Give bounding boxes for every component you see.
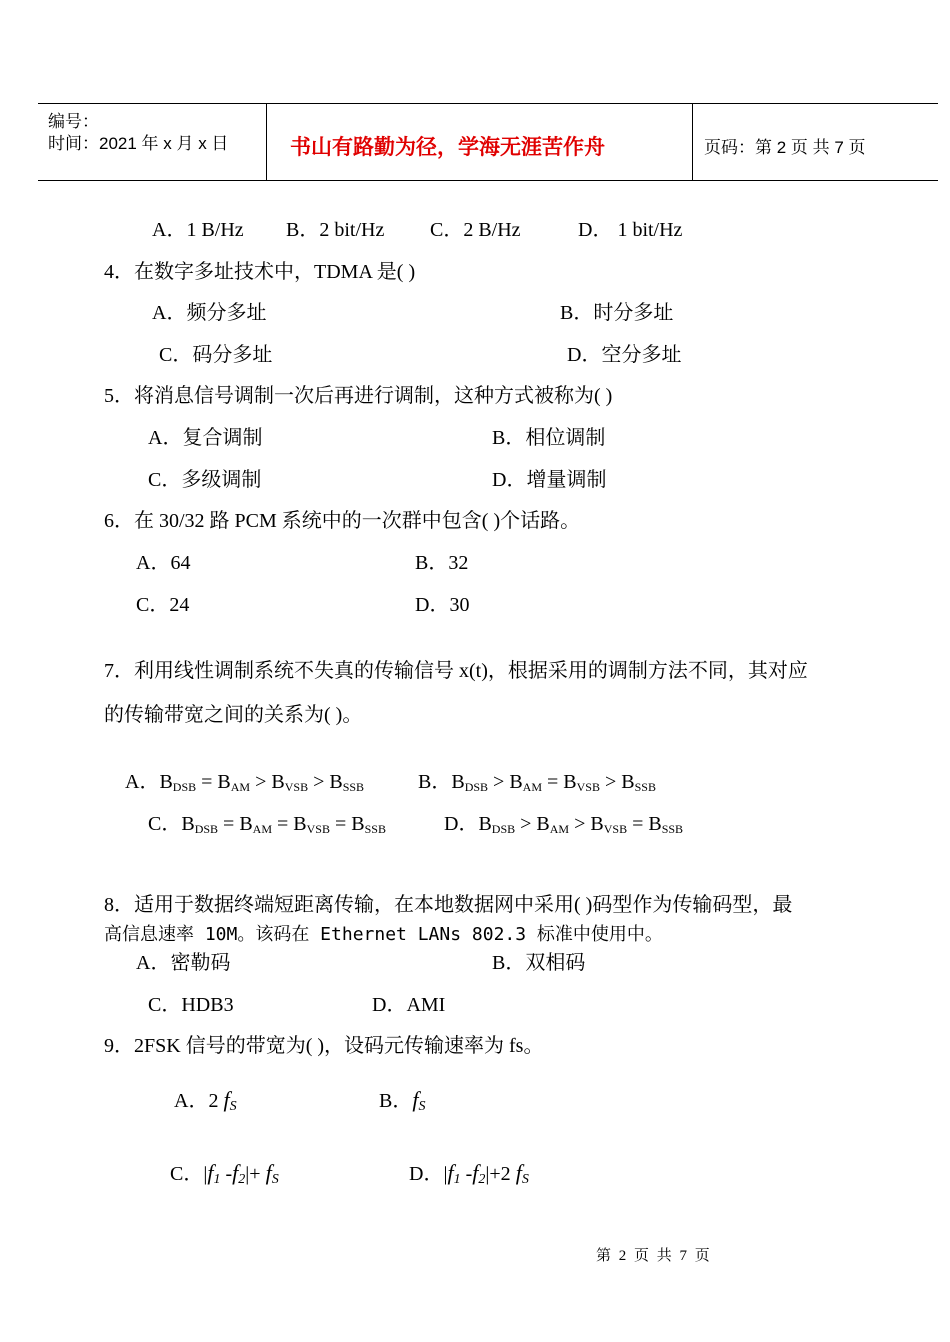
q9-option-c-letter: C．	[170, 1163, 204, 1185]
q7-option-b: B．$B_{DSB} > B_{AM} = B_{VSB} > B_{SSB}$	[418, 771, 656, 794]
q3-option-a: A．1 B/Hz	[152, 219, 244, 241]
q4-option-c: C．码分多址	[159, 344, 273, 366]
q5-option-b: B．相位调制	[492, 427, 606, 449]
q6-option-d: D．30	[415, 594, 470, 616]
q6-option-a: A．64	[136, 552, 191, 574]
q5-option-c: C．多级调制	[148, 469, 262, 491]
q6-option-c: C．24	[136, 594, 190, 616]
q9-option-b: B．$f_S$	[379, 1087, 426, 1114]
q7-option-c: C．$B_{DSB} = B_{AM} = B_{VSB} = B_{SSB}$	[148, 813, 386, 836]
header-top-rule	[38, 103, 938, 104]
page-footer: 第 2 页 共 7 页	[596, 1248, 710, 1264]
q9-option-a-letter: A．	[174, 1090, 209, 1112]
doc-date-label: 时间：2021 年 x 月 x 日	[48, 134, 229, 153]
header-divider-right	[692, 103, 693, 180]
q9-stem: 9．2FSK 信号的带宽为( )，设码元传输速率为 fs。	[104, 1035, 544, 1057]
q3-option-b: B．2 bit/Hz	[286, 219, 385, 241]
q4-stem: 4．在数字多址技术中，TDMA 是( )	[104, 261, 416, 283]
q8-stem-line1: 8．适用于数据终端短距离传输，在本地数据网中采用( )码型作为传输码型，最	[104, 894, 793, 916]
q7-stem-line1: 7．利用线性调制系统不失真的传输信号 x(t)，根据采用的调制方法不同，其对应	[104, 660, 808, 682]
q5-option-d: D．增量调制	[492, 469, 607, 491]
q7-option-d-letter: D．	[444, 813, 479, 835]
header-divider-left	[266, 103, 267, 180]
header-bottom-rule	[38, 180, 938, 181]
q8-option-b: B．双相码	[492, 952, 586, 974]
q6-stem: 6．在 30/32 路 PCM 系统中的一次群中包含( )个话路。	[104, 510, 581, 532]
header-motto: 书山有路勤为径，学海无涯苦作舟	[290, 135, 605, 159]
doc-number-label: 编号：	[48, 112, 99, 131]
q8-stem-line2: 高信息速率 10M。该码在 Ethernet LANs 802.3 标准中使用中。	[104, 924, 663, 945]
q8-option-d: D．AMI	[372, 994, 446, 1016]
header-page-code: 页码：第 2 页 共 7 页	[704, 138, 866, 157]
q9-option-d-letter: D．	[409, 1163, 444, 1185]
q9-option-d: D．$|f_1$ $-f_2|+2$ $f_S$	[409, 1160, 529, 1187]
q7-option-a: A．$B_{DSB} = B_{AM} > B_{VSB} > B_{SSB}$	[125, 771, 365, 794]
q8-option-a: A．密勒码	[136, 952, 231, 974]
q4-option-a: A．频分多址	[152, 302, 267, 324]
q3-option-c: C．2 B/Hz	[430, 219, 521, 241]
q5-option-a: A．复合调制	[148, 427, 263, 449]
q3-option-d: D． 1 bit/Hz	[578, 219, 683, 241]
q9-option-b-letter: B．	[379, 1090, 413, 1112]
q8-option-c: C．HDB3	[148, 994, 234, 1016]
q6-option-b: B．32	[415, 552, 469, 574]
q4-option-d: D．空分多址	[567, 344, 682, 366]
q7-stem-line2: 的传输带宽之间的关系为( )。	[104, 704, 363, 726]
q7-option-d: D．$B_{DSB} > B_{AM} > B_{VSB} = B_{SSB}$	[444, 813, 684, 836]
q5-stem: 5．将消息信号调制一次后再进行调制，这种方式被称为( )	[104, 385, 613, 407]
q7-option-c-letter: C．	[148, 813, 182, 835]
q7-option-b-letter: B．	[418, 771, 452, 793]
q9-option-a: A．2 $f_S$	[174, 1087, 237, 1114]
q9-option-c: C．$|f_1$ $-f_2|+ f_S$	[170, 1160, 279, 1187]
q7-option-a-letter: A．	[125, 771, 160, 793]
q4-option-b: B．时分多址	[560, 302, 674, 324]
